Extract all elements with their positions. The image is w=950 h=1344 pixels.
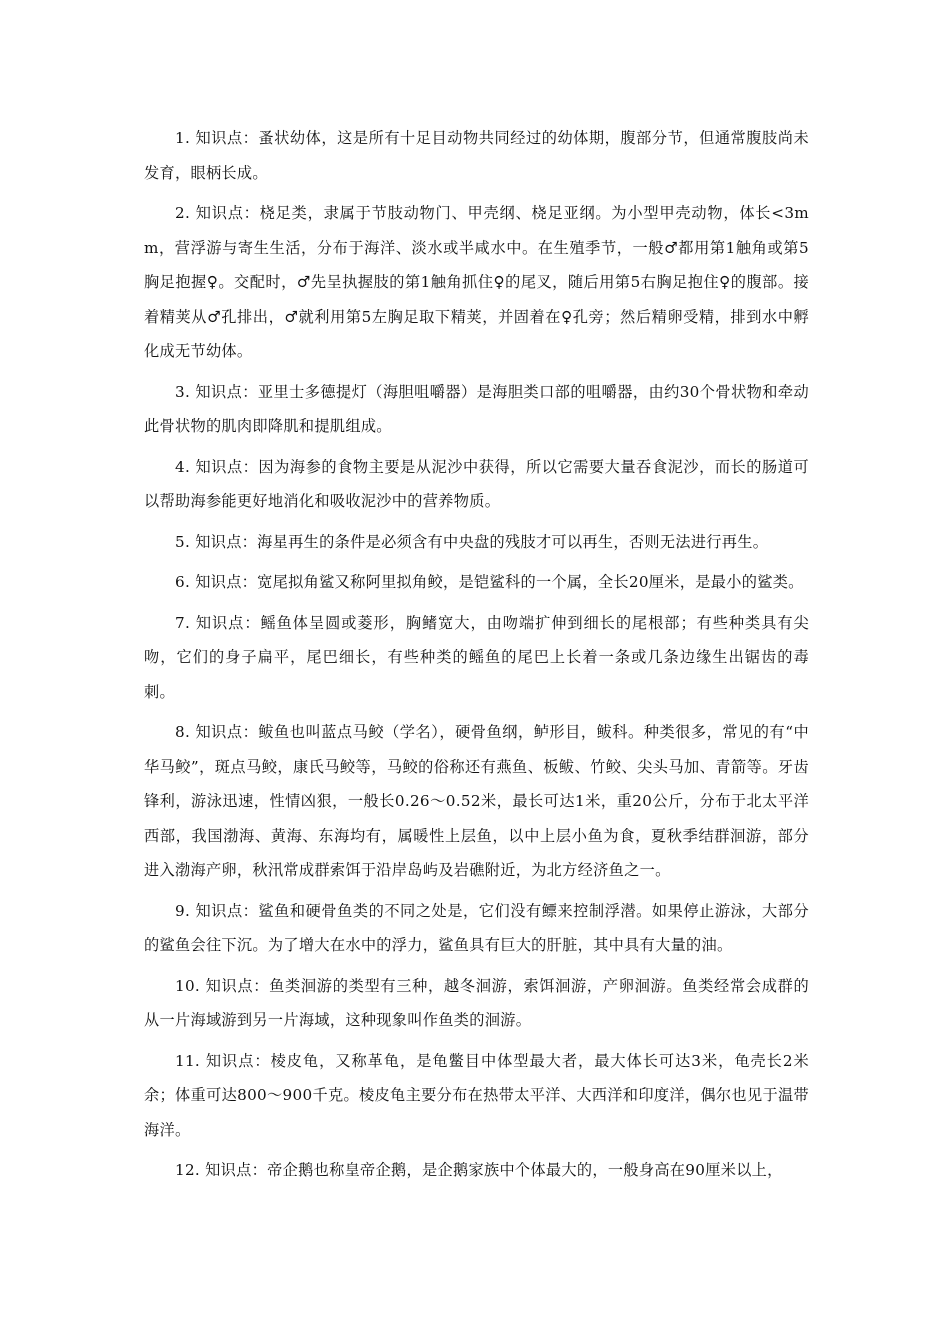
document-body [144,121,809,1194]
knowledge-point-12: 12. 知识点：帝企鹅也称皇帝企鹅，是企鹅家族中个体最大的，一般身高在90厘米以上， [175,1161,783,1179]
knowledge-point-3: 3. 知识点：亚里士多德提灯（海胆咀嚼器）是海胆类口部的咀嚼器，由约30个骨状物和牵动此骨状物的肌肉即降肌和提肌组成。 [144,382,809,435]
knowledge-point-5: 5. 知识点：海星再生的条件是必须含有中央盘的残肢才可以再生，否则无法进行再生。 [175,532,769,551]
knowledge-point-7: 7. 知识点：鳐鱼体呈圆或菱形，胸鳍宽大，由吻端扩伸到细长的尾根部；有些种类具有尖吻，它们的身子扁平，尾巴细长，有些种类的鳐鱼的尾巴上长着一条或几条边缘生出锯齿的毒刺。 [144,613,809,701]
knowledge-point-2: 2. 知识点：桡足类，隶属于节肢动物门、甲壳纲、桡足亚纲。为小型甲壳动物，体长<3mm，营浮游与寄生生活，分布于海洋、淡水或半咸水中。在生殖季节，一般♂都用第1触角或第5胸足抱握♀。交配时，♂先呈执握肢的第1触角抓住♀的尾叉，随后用第5右胸足抱住♀的腹部。接着精荚从♂孔排出，♂就利用第5左胸足取下精荚，并固着在♀孔旁；然后精卵受精，排到水中孵化成无节幼体。 [144,204,809,360]
knowledge-point-11: 11. 知识点：棱皮龟，又称革龟，是龟鳖目中体型最大者，最大体长可达3米，龟壳长2米余；体重可达800～900千克。棱皮龟主要分布在热带太平洋、大西洋和印度洋，偶尔也见于温带海洋。 [144,1051,809,1139]
knowledge-point-10: 10. 知识点：鱼类洄游的类型有三种，越冬洄游，索饵洄游，产卵洄游。鱼类经常会成群的从一片海域游到另一片海域，这种现象叫作鱼类的洄游。 [144,976,809,1029]
knowledge-point-6: 6. 知识点：宽尾拟角鲨又称阿里拟角鲛，是铠鲨科的一个属，全长20厘米，是最小的鲨类。 [175,573,804,591]
knowledge-point-9: 9. 知识点：鲨鱼和硬骨鱼类的不同之处是，它们没有鳔来控制浮潜。如果停止游泳，大部分的鲨鱼会往下沉。为了增大在水中的浮力，鲨鱼具有巨大的肝脏，其中具有大量的油。 [144,901,809,954]
knowledge-point-1: 1. 知识点：蚤状幼体，这是所有十足目动物共同经过的幼体期，腹部分节，但通常腹肢尚未发育，眼柄长成。 [144,129,809,182]
knowledge-point-4: 4. 知识点：因为海参的食物主要是从泥沙中获得，所以它需要大量吞食泥沙，而长的肠道可以帮助海参能更好地消化和吸收泥沙中的营养物质。 [144,457,809,510]
knowledge-point-8: 8. 知识点：鲅鱼也叫蓝点马鲛（学名），硬骨鱼纲，鲈形目，鲅科。种类很多，常见的有“中华马鲛”，斑点马鲛，康氏马鲛等，马鲛的俗称还有燕鱼、板鲅、竹鲛、尖头马加、青箭等。牙齿锋利，游泳迅速，性情凶狠，一般长0.26～0.52米，最长可达1米，重20公斤，分布于北太平洋西部，我国渤海、黄海、东海均有，属暖性上层鱼，以中上层小鱼为食，夏秋季结群洄游，部分进入渤海产卵，秋汛常成群索饵于沿岸岛屿及岩礁附近，为北方经济鱼之一。 [144,723,809,879]
